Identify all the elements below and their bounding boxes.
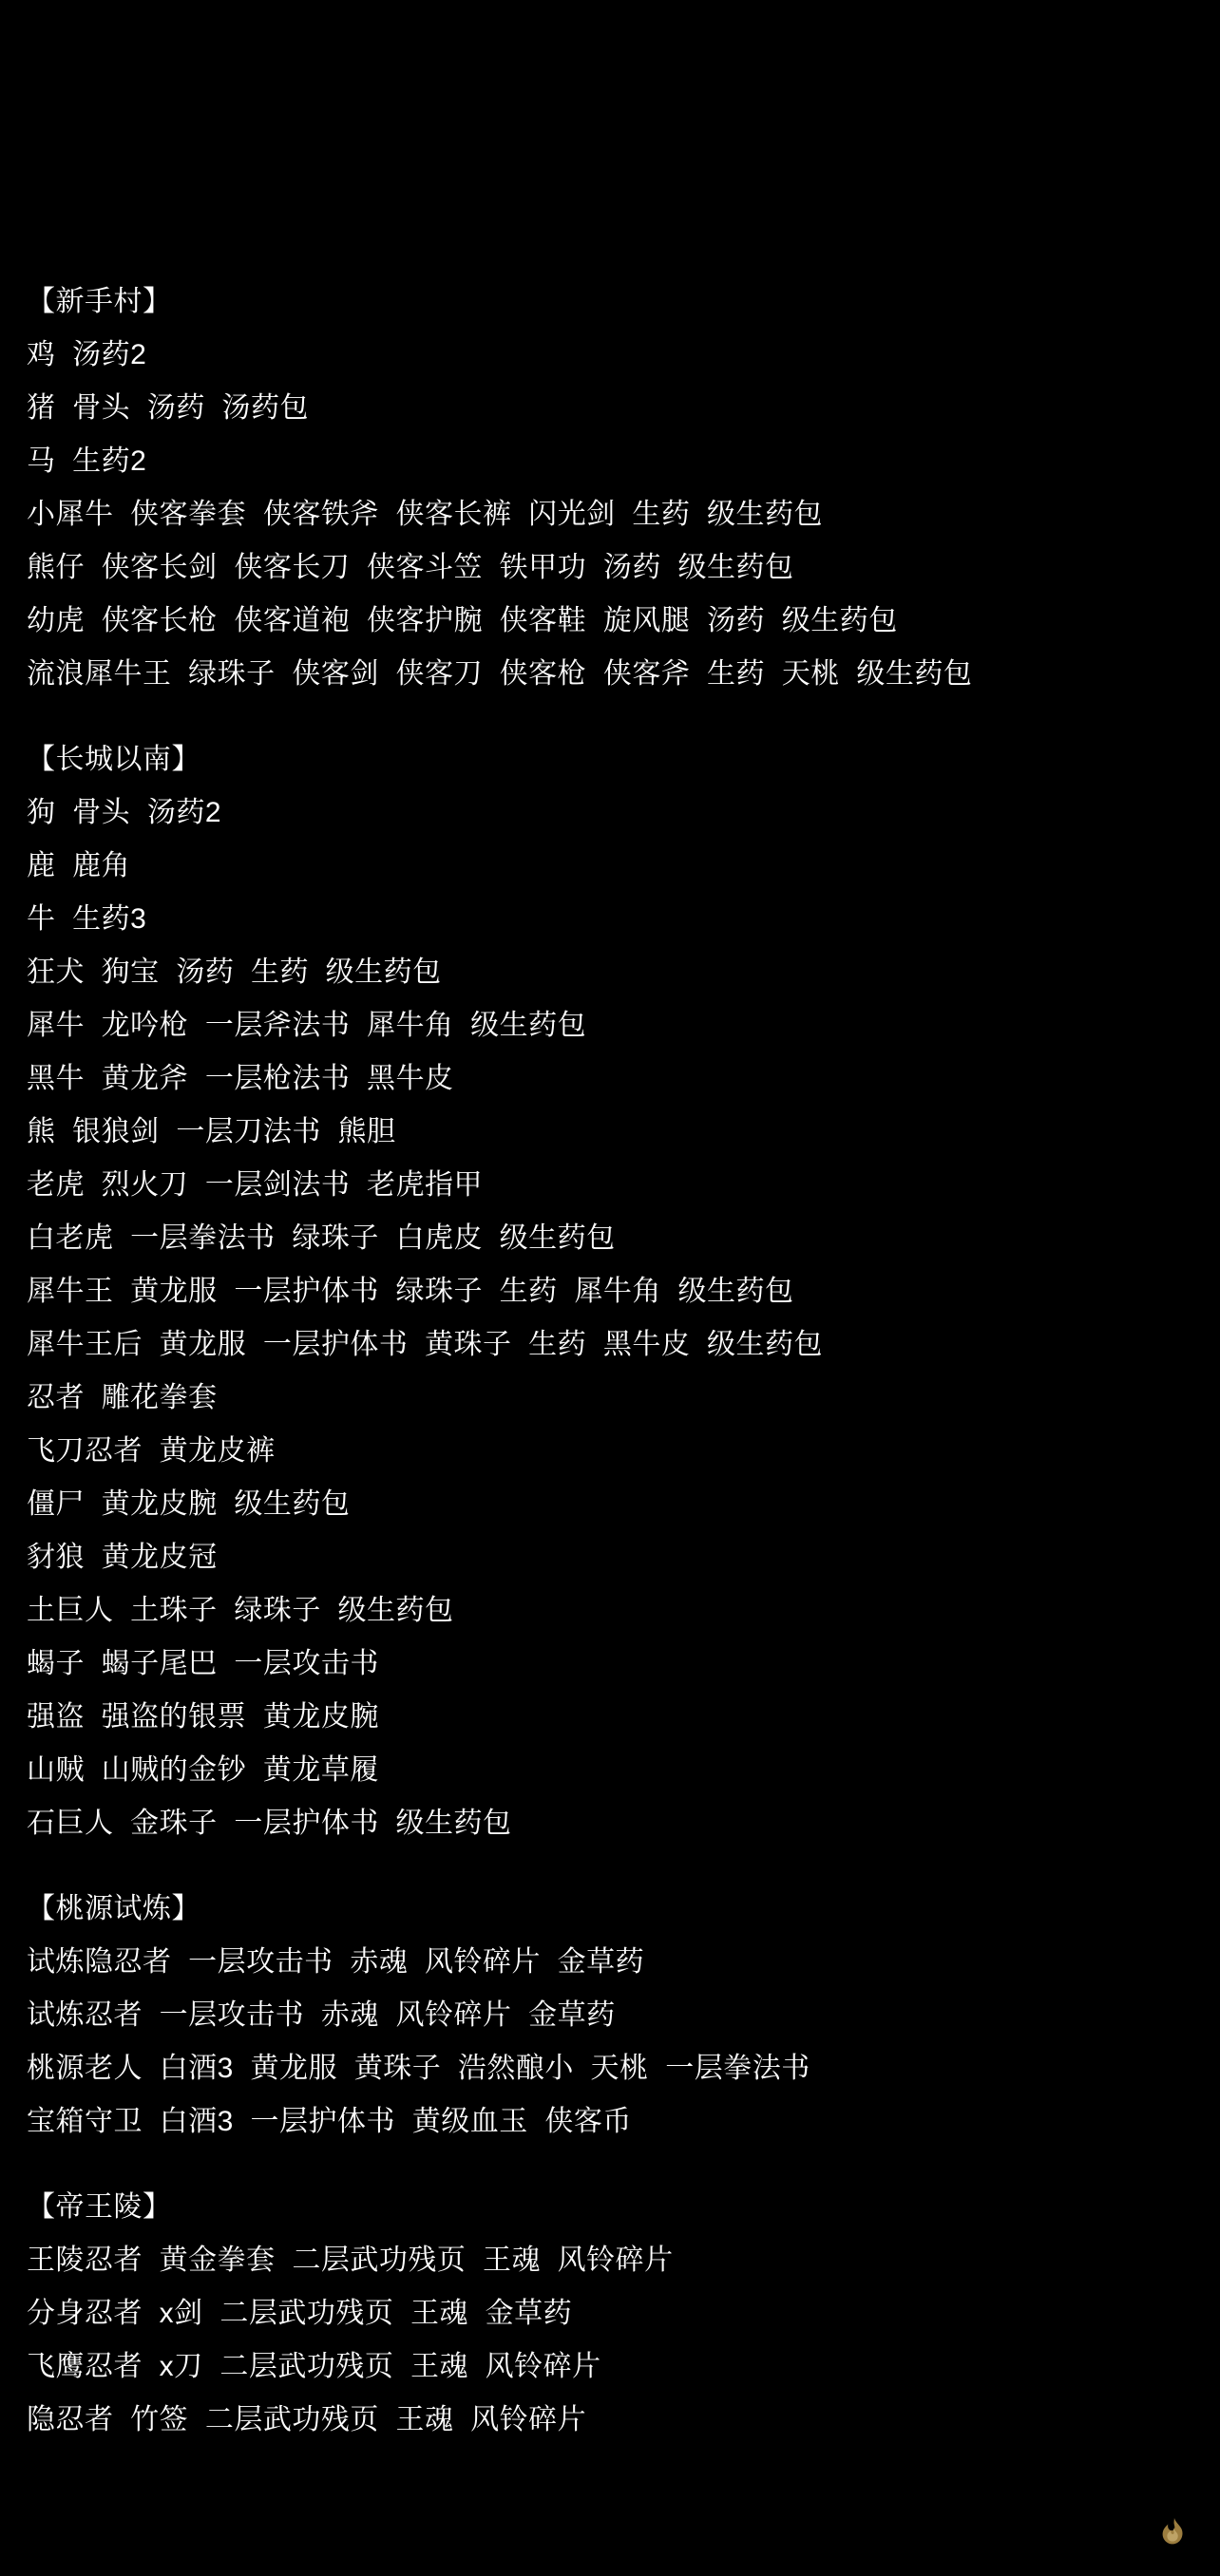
monster-drop-entry: 豺狼 黄龙皮冠: [27, 1542, 218, 1573]
section-title: 【新手村】: [27, 286, 172, 317]
monster-drop-entry: 狗 骨头 汤药2: [27, 797, 222, 828]
section-title: 【帝王陵】: [27, 2191, 172, 2223]
monster-drop-entry: 犀牛 龙吟枪 一层斧法书 犀牛角 级生药包: [27, 1010, 587, 1041]
monster-drop-entry: 隐忍者 竹签 二层武功残页 王魂 风铃碎片: [27, 2404, 587, 2435]
monster-drop-entry: 试炼忍者 一层攻击书 赤魂 风铃碎片 金草药: [27, 1999, 616, 2031]
monster-drop-entry: 熊仔 侠客长剑 侠客长刀 侠客斗笠 铁甲功 汤药 级生药包: [27, 552, 794, 583]
document-section: [27, 733, 1193, 1850]
monster-drop-entry: 蝎子 蝎子尾巴 一层攻击书: [27, 1648, 379, 1679]
monster-drop-entry: 土巨人 土珠子 绿珠子 级生药包: [27, 1595, 454, 1626]
document-section: [27, 2181, 1193, 2447]
section-title: 【桃源试炼】: [27, 1893, 200, 1924]
monster-drop-entry: 小犀牛 侠客拳套 侠客铁斧 侠客长裤 闪光剑 生药 级生药包: [27, 499, 824, 530]
monster-drop-entry: 山贼 山贼的金钞 黄龙草履: [27, 1754, 379, 1786]
monster-drop-entry: 流浪犀牛王 绿珠子 侠客剑 侠客刀 侠客枪 侠客斧 生药 天桃 级生药包: [27, 658, 973, 690]
monster-drop-entry: 王陵忍者 黄金拳套 二层武功残页 王魂 风铃碎片: [27, 2245, 674, 2276]
monster-drop-entry: 宝箱守卫 白酒3 一层护体书 黄级血玉 侠客币: [27, 2106, 632, 2137]
monster-drop-entry: 老虎 烈火刀 一层剑法书 老虎指甲: [27, 1169, 484, 1201]
monster-drop-entry: 马 生药2: [27, 445, 147, 477]
document-section: [27, 275, 1193, 701]
monster-drop-entry: 试炼隐忍者 一层攻击书 赤魂 风铃碎片 金草药: [27, 1946, 645, 1978]
flame-logo-icon: [1155, 2515, 1191, 2551]
monster-drop-entry: 熊 银狼剑 一层刀法书 熊胆: [27, 1116, 396, 1147]
monster-drop-entry: 鸡 汤药2: [27, 339, 147, 370]
monster-drop-entry: 忍者 雕花拳套: [27, 1382, 218, 1413]
section-title: 【长城以南】: [27, 744, 200, 775]
monster-drop-entry: 犀牛王 黄龙服 一层护体书 绿珠子 生药 犀牛角 级生药包: [27, 1276, 794, 1307]
monster-drop-entry: 狂犬 狗宝 汤药 生药 级生药包: [27, 957, 442, 988]
monster-drop-entry: 飞鹰忍者 x刀 二层武功残页 王魂 风铃碎片: [27, 2351, 601, 2382]
monster-drop-entry: 黑牛 黄龙斧 一层枪法书 黑牛皮: [27, 1063, 454, 1094]
monster-drop-entry: 鹿 鹿角: [27, 850, 131, 881]
monster-drop-entry: 桃源老人 白酒3 黄龙服 黄珠子 浩然酿小 天桃 一层拳法书: [27, 2053, 810, 2084]
monster-drop-entry: 犀牛王后 黄龙服 一层护体书 黄珠子 生药 黑牛皮 级生药包: [27, 1329, 824, 1360]
monster-drop-entry: 飞刀忍者 黄龙皮裤: [27, 1435, 276, 1467]
monster-drop-entry: 牛 生药3: [27, 903, 147, 935]
monster-drop-entry: 白老虎 一层拳法书 绿珠子 白虎皮 级生药包: [27, 1222, 616, 1254]
monster-drop-entry: 幼虎 侠客长枪 侠客道袍 侠客护腕 侠客鞋 旋风腿 汤药 级生药包: [27, 605, 898, 636]
monster-drop-entry: 分身忍者 x剑 二层武功残页 王魂 金草药: [27, 2298, 573, 2329]
monster-drop-entry: 强盗 强盗的银票 黄龙皮腕: [27, 1701, 379, 1733]
document-section: [27, 1883, 1193, 2149]
monster-drop-entry: 僵尸 黄龙皮腕 级生药包: [27, 1488, 351, 1520]
monster-drop-entry: 石巨人 金珠子 一层护体书 级生药包: [27, 1808, 512, 1839]
monster-drop-entry: 猪 骨头 汤药 汤药包: [27, 392, 310, 424]
